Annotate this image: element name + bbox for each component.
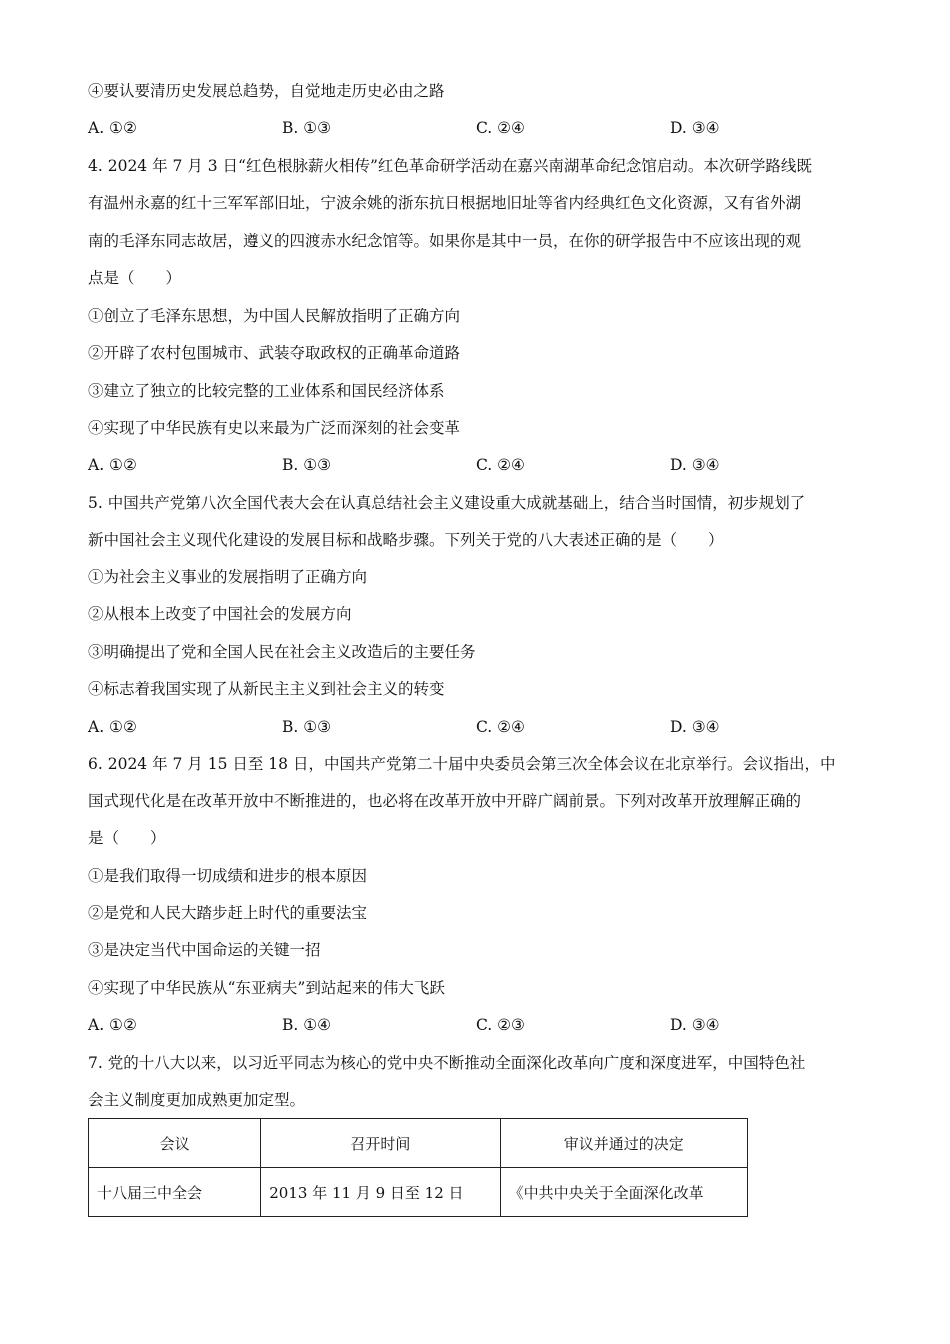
q5-item-3: ③明确提出了党和全国人民在社会主义改造后的主要任务: [88, 643, 476, 661]
table-cell: 2013 年 11 月 9 日至 12 日: [261, 1168, 500, 1217]
option-b[interactable]: B. ①③: [282, 718, 332, 736]
q5-stem-line-2: 新中国社会主义现代化建设的发展目标和战略步骤。下列关于党的八大表述正确的是（ ）: [88, 531, 724, 549]
q5-item-1: ①为社会主义事业的发展指明了正确方向: [88, 568, 368, 586]
q6-item-4: ④实现了中华民族从“东亚病夫”到站起来的伟大飞跃: [88, 979, 445, 997]
q4-item-4: ④实现了中华民族有史以来最为广泛而深刻的社会变革: [88, 419, 461, 437]
q5-options: [88, 717, 868, 737]
option-b[interactable]: B. ①③: [282, 456, 332, 474]
option-c[interactable]: C. ②③: [476, 1016, 525, 1034]
table-cell: 《中共中央关于全面深化改革: [500, 1168, 747, 1217]
option-b[interactable]: B. ①④: [282, 1016, 332, 1034]
q4-stem-line-4: 点是（ ）: [88, 269, 182, 287]
option-c[interactable]: C. ②④: [476, 119, 525, 137]
q6-stem-line-2: 国式现代化是在改革开放中不断推进的，也必将在改革开放中开辟广阔前景。下列对改革开放理解正确的: [88, 792, 802, 810]
q6-stem-line-3: 是（ ）: [88, 829, 166, 847]
table-header-cell: 审议并通过的决定: [500, 1119, 747, 1168]
option-d[interactable]: D. ③④: [670, 119, 720, 137]
table-header-cell: 会议: [89, 1119, 261, 1168]
q6-item-2: ②是党和人民大踏步赶上时代的重要法宝: [88, 904, 368, 922]
table-header-cell: 召开时间: [261, 1119, 500, 1168]
table-header-row: [89, 1119, 748, 1168]
q7-stem-line-1: 7. 党的十八大以来，以习近平同志为核心的党中央不断推动全面深化改革向广度和深度进军，中国特色社: [88, 1054, 806, 1072]
option-b[interactable]: B. ①③: [282, 119, 332, 137]
q3-item-4: ④要认要清历史发展总趋势，自觉地走历史必由之路: [88, 82, 445, 100]
q4-item-2: ②开辟了农村包围城市、武装夺取政权的正确革命道路: [88, 344, 461, 362]
q7-table: [88, 1118, 748, 1217]
table-cell: 十八届三中全会: [89, 1168, 261, 1217]
q7-stem-line-2: 会主义制度更加成熟更加定型。: [88, 1091, 306, 1109]
option-a[interactable]: A. ①②: [88, 1016, 137, 1034]
q4-stem-line-3: 南的毛泽东同志故居，遵义的四渡赤水纪念馆等。如果你是其中一员，在你的研学报告中不应该出现的观: [88, 232, 802, 250]
option-a[interactable]: A. ①②: [88, 718, 137, 736]
q4-stem-line-1: 4. 2024 年 7 月 3 日“红色根脉薪火相传”红色革命研学活动在嘉兴南湖革命纪念馆启动。本次研学路线既: [88, 157, 812, 175]
q5-stem-line-1: 5. 中国共产党第八次全国代表大会在认真总结社会主义建设重大成就基础上，结合当时国情，初步规划了: [88, 494, 806, 512]
option-a[interactable]: A. ①②: [88, 119, 137, 137]
q4-stem-line-2: 有温州永嘉的红十三军军部旧址，宁波余姚的浙东抗日根据地旧址等省内经典红色文化资源，又有省外湖: [88, 194, 802, 212]
q4-item-3: ③建立了独立的比较完整的工业体系和国民经济体系: [88, 382, 445, 400]
q4-item-1: ①创立了毛泽东思想，为中国人民解放指明了正确方向: [88, 307, 461, 325]
q5-item-4: ④标志着我国实现了从新民主主义到社会主义的转变: [88, 680, 445, 698]
q6-stem-line-1: 6. 2024 年 7 月 15 日至 18 日，中国共产党第二十届中央委员会第三次全体会议在北京举行。会议指出，中: [88, 755, 836, 773]
q5-item-2: ②从根本上改变了中国社会的发展方向: [88, 605, 352, 623]
option-c[interactable]: C. ②④: [476, 456, 525, 474]
option-a[interactable]: A. ①②: [88, 456, 137, 474]
table-row: [89, 1168, 748, 1217]
option-d[interactable]: D. ③④: [670, 1016, 720, 1034]
option-c[interactable]: C. ②④: [476, 718, 525, 736]
q6-item-1: ①是我们取得一切成绩和进步的根本原因: [88, 867, 368, 885]
option-d[interactable]: D. ③④: [670, 456, 720, 474]
q3-options: [88, 118, 868, 138]
q6-options: [88, 1015, 868, 1035]
q4-options: [88, 455, 868, 475]
option-d[interactable]: D. ③④: [670, 718, 720, 736]
q6-item-3: ③是决定当代中国命运的关键一招: [88, 941, 321, 959]
